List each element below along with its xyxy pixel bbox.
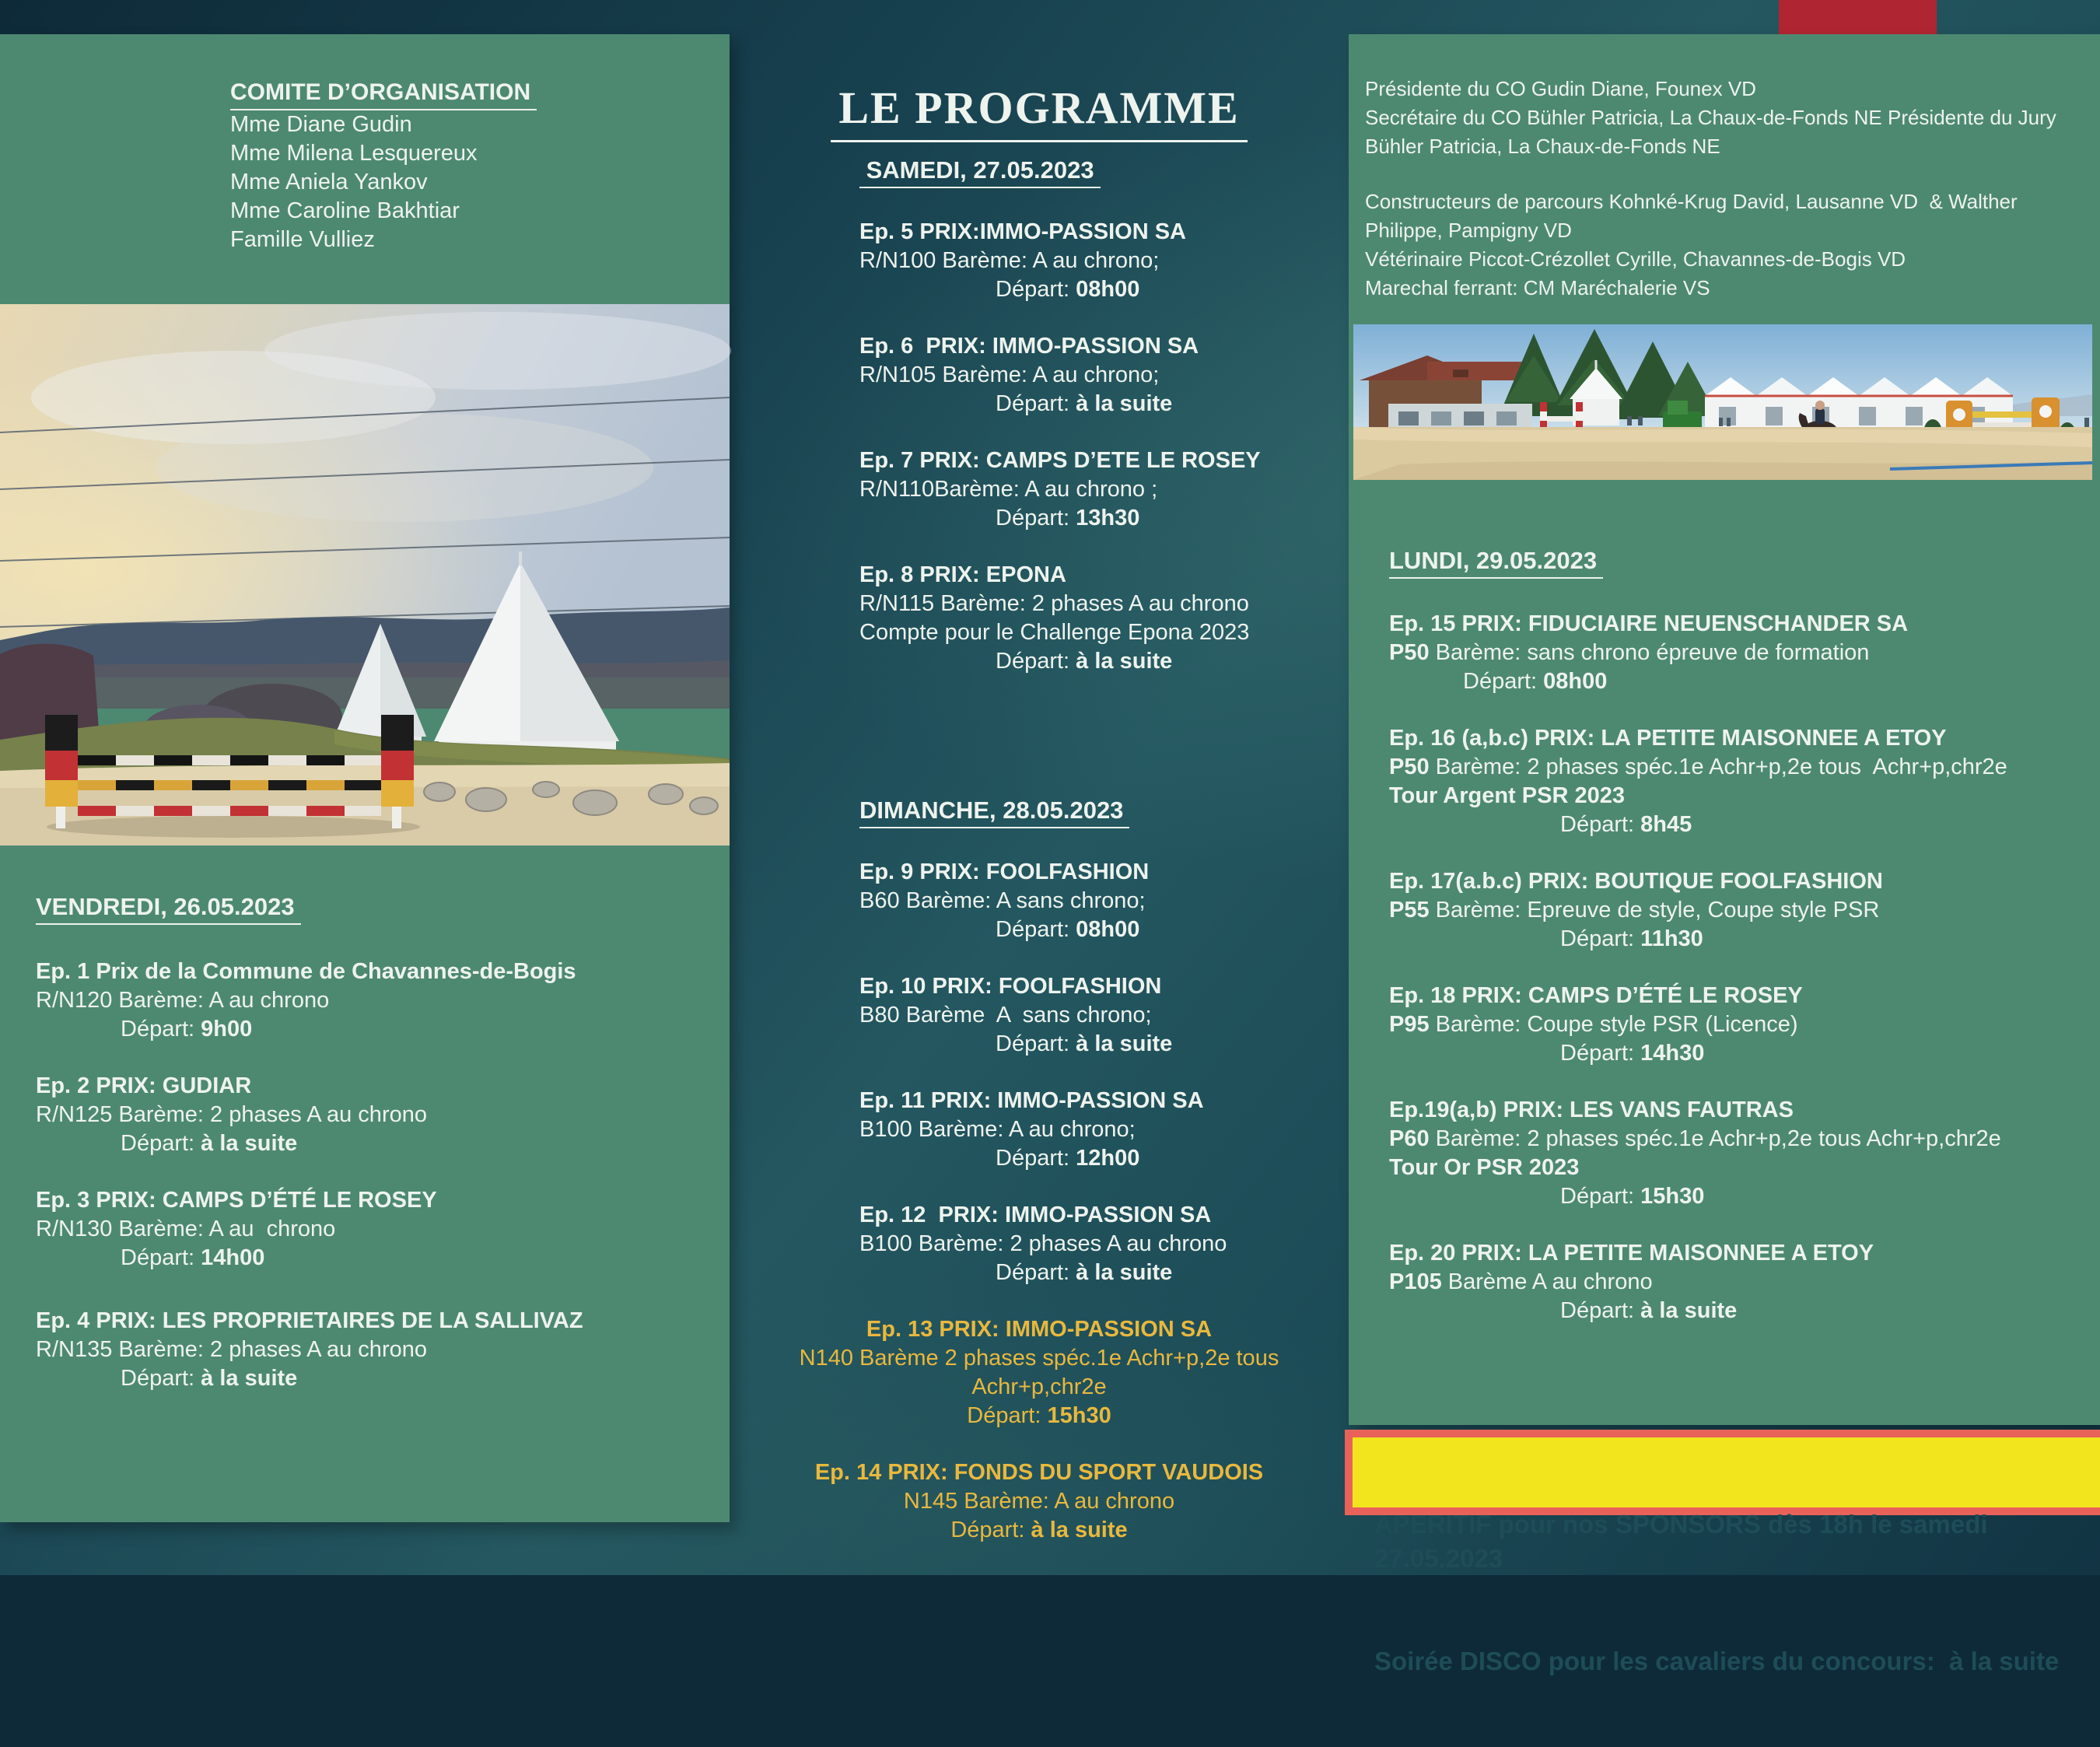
event-ep7: [859, 446, 1349, 533]
depart-value: à la suite: [1076, 391, 1173, 416]
depart-label: Départ:: [121, 1131, 201, 1156]
event-detail: B80 Barème A sans chrono;: [859, 1003, 1152, 1028]
official-line: Bühler Patricia, La Chaux-de-Fonds NE: [1365, 135, 1720, 158]
event-title: Ep. 6 PRIX: IMMO-PASSION SA: [859, 334, 1199, 359]
event-detail: P95 Barème: Coupe style PSR (Licence): [1389, 1012, 1798, 1037]
depart-value: 14h30: [1640, 1041, 1705, 1066]
event-ep20: [1389, 1239, 2089, 1325]
depart-label: Départ:: [996, 391, 1076, 416]
event-depart: [1560, 1039, 2089, 1068]
program-column: [730, 0, 1349, 1575]
top-red-accent-bar: [1779, 0, 1937, 35]
event-title: Ep. 7 PRIX: CAMPS D’ETE LE ROSEY: [859, 448, 1261, 473]
event-ep15: [1389, 610, 2089, 696]
event-depart: [730, 1516, 1349, 1545]
event-ep3: [36, 1186, 705, 1273]
event-detail: R/N100 Barème: A au chrono;: [859, 248, 1160, 273]
event-detail: R/N105 Barème: A au chrono;: [859, 362, 1160, 387]
friday-section: [36, 892, 705, 1421]
depart-label: Départ:: [996, 506, 1076, 530]
event-ep10: [859, 972, 1349, 1059]
event-title: Ep. 17(a.b.c) PRIX: BOUTIQUE FOOLFASHION: [1389, 869, 1883, 894]
category-code: P55: [1389, 898, 1430, 923]
event-title: Ep. 13 PRIX: IMMO-PASSION SA: [866, 1317, 1213, 1342]
event-depart: [1560, 925, 2089, 954]
venue-photo-tents-sunset: [0, 304, 730, 845]
event-ep12: [859, 1201, 1349, 1287]
event-note: Compte pour le Challenge Epona 2023: [859, 620, 1250, 645]
left-panel: [0, 34, 730, 1522]
depart-value: 11h30: [1640, 926, 1703, 951]
event-depart: [121, 1129, 705, 1158]
depart-value: 12h00: [1076, 1146, 1140, 1171]
category-code: P105: [1389, 1269, 1442, 1294]
event-ep19: [1389, 1096, 2089, 1211]
depart-label: Départ:: [996, 277, 1076, 302]
depart-value: 08h00: [1076, 277, 1140, 302]
event-title: Ep. 18 PRIX: CAMPS D’ÉTÉ LE ROSEY: [1389, 983, 1803, 1008]
category-code: P95: [1389, 1012, 1430, 1037]
depart-value: 08h00: [1543, 669, 1608, 694]
event-ep6: [859, 332, 1349, 418]
depart-label: Départ:: [1560, 1298, 1641, 1323]
depart-label: Départ:: [1463, 669, 1544, 694]
event-depart: [121, 1015, 705, 1044]
category-code: P50: [1389, 754, 1430, 779]
depart-value: à la suite: [201, 1366, 298, 1391]
official-line: Présidente du CO Gudin Diane, Founex VD: [1365, 77, 1756, 100]
depart-label: Départ:: [996, 1031, 1076, 1056]
event-depart: [121, 1364, 705, 1393]
event-title: Ep. 10 PRIX: FOOLFASHION: [859, 974, 1162, 999]
event-title: Ep. 5 PRIX:IMMO-PASSION SA: [859, 219, 1187, 244]
category-code: P50: [1389, 640, 1430, 665]
event-title: Ep. 4 PRIX: LES PROPRIETAIRES DE LA SALLIVAZ: [36, 1308, 583, 1333]
event-ep16: [1389, 724, 2089, 839]
friday-heading: VENDREDI, 26.05.2023: [36, 892, 301, 925]
event-title: Ep. 11 PRIX: IMMO-PASSION SA: [859, 1088, 1204, 1113]
event-detail: N145 Barème: A au chrono: [903, 1489, 1175, 1514]
monday-section: [1389, 546, 2089, 1353]
event-title: Ep. 12 PRIX: IMMO-PASSION SA: [859, 1203, 1212, 1227]
event-depart: [996, 504, 1349, 533]
event-detail: B60 Barème: A sans chrono;: [859, 888, 1146, 913]
depart-value: à la suite: [201, 1131, 298, 1156]
event-detail: R/N130 Barème: A au chrono: [36, 1217, 336, 1241]
category-code: P60: [1389, 1126, 1430, 1151]
event-tour-label: Tour Argent PSR 2023: [1389, 783, 1625, 808]
depart-label: Départ:: [967, 1403, 1048, 1428]
event-title: Ep. 9 PRIX: FOOLFASHION: [859, 859, 1150, 884]
depart-label: Départ:: [1560, 812, 1641, 837]
official-line: Secrétaire du CO Bühler Patricia, La Chaux-de-Fonds NE Présidente du Jury: [1365, 106, 2056, 129]
event-depart: [1560, 1297, 2089, 1325]
committee-section: [230, 78, 537, 254]
monday-heading: LUNDI, 29.05.2023: [1389, 546, 1603, 579]
depart-label: Départ:: [121, 1366, 201, 1391]
event-detail: N140 Barème 2 phases spéc.1e Achr+p,2e tous: [799, 1346, 1279, 1371]
event-tour-label: Tour Or PSR 2023: [1389, 1155, 1580, 1180]
event-detail: P55 Barème: Epreuve de style, Coupe style PSR: [1389, 898, 1880, 923]
event-detail: P50 Barème: 2 phases spéc.1e Achr+p,2e tous Achr+p,chr2e: [1389, 754, 2007, 779]
event-depart: [121, 1244, 705, 1273]
page-title: LE PROGRAMME: [730, 82, 1349, 142]
event-depart: [996, 1144, 1349, 1173]
depart-label: Départ:: [996, 1146, 1076, 1171]
event-depart: [1560, 1182, 2089, 1211]
depart-label: Départ:: [950, 1518, 1031, 1542]
depart-value: à la suite: [1031, 1518, 1128, 1542]
depart-label: Départ:: [1560, 1184, 1641, 1209]
event-ep11: [859, 1087, 1349, 1173]
right-panel: [1349, 34, 2100, 1425]
depart-value: à la suite: [1640, 1298, 1738, 1323]
depart-label: Départ:: [121, 1017, 201, 1042]
event-note: Achr+p,chr2e: [971, 1374, 1107, 1399]
event-detail: P50 Barème: sans chrono épreuve de formation: [1389, 640, 1870, 665]
depart-value: 8h45: [1640, 812, 1692, 837]
event-title: Ep.19(a,b) PRIX: LES VANS FAUTRAS: [1389, 1098, 1794, 1122]
event-detail: R/N125 Barème: 2 phases A au chrono: [36, 1102, 427, 1127]
event-title: Ep. 8 PRIX: EPONA: [859, 562, 1066, 587]
event-detail: R/N135 Barème: 2 phases A au chrono: [36, 1337, 427, 1362]
event-ep5: [859, 218, 1349, 304]
event-ep13-highlighted: [730, 1315, 1349, 1430]
event-detail: R/N120 Barème: A au chrono: [36, 988, 330, 1013]
event-depart: [996, 1259, 1349, 1287]
depart-value: 14h00: [201, 1245, 265, 1270]
event-depart: [996, 916, 1349, 944]
event-depart: [1560, 810, 2089, 839]
sunday-heading: DIMANCHE, 28.05.2023: [859, 796, 1129, 828]
depart-value: 13h30: [1076, 506, 1140, 530]
depart-label: Départ:: [1560, 1041, 1641, 1066]
event-depart: [996, 1030, 1349, 1059]
depart-label: Départ:: [1560, 926, 1641, 951]
notice-line-disco: Soirée DISCO pour les cavaliers du concours: à la suite: [1374, 1647, 2060, 1675]
venue-photo-showground: [1353, 324, 2092, 480]
event-title: Ep. 15 PRIX: FIDUCIAIRE NEUENSCHANDER SA: [1389, 611, 1909, 636]
depart-value: 15h30: [1047, 1403, 1111, 1428]
event-ep4: [36, 1307, 705, 1393]
depart-label: Départ:: [996, 917, 1076, 942]
depart-value: à la suite: [1076, 1260, 1173, 1285]
official-line: Marechal ferrant: CM Maréchalerie VS: [1365, 276, 1710, 299]
event-depart: [1463, 667, 2089, 696]
committee-member: Mme Caroline Bakhtiar: [230, 198, 460, 223]
event-title: Ep. 1 Prix de la Commune de Chavannes-de-Bogis: [36, 959, 576, 984]
event-detail: B100 Barème: 2 phases A au chrono: [859, 1231, 1227, 1256]
event-detail: R/N115 Barème: 2 phases A au chrono: [859, 591, 1249, 616]
event-detail: B100 Barème: A au chrono;: [859, 1117, 1136, 1142]
notice-line-aperitif: APERITIF pour nos SPONSORS dès 18h le samedi 27.05.2023: [1374, 1510, 1995, 1573]
event-depart: [996, 390, 1349, 418]
event-detail: P105 Barème A au chrono: [1389, 1269, 1653, 1294]
event-title: Ep. 14 PRIX: FONDS DU SPORT VAUDOIS: [814, 1460, 1264, 1485]
event-title: Ep. 16 (a,b.c) PRIX: LA PETITE MAISONNEE A ETOY: [1389, 726, 1947, 751]
committee-title: COMITE D’ORGANISATION: [230, 78, 537, 110]
committee-member: Mme Diane Gudin: [230, 112, 412, 137]
depart-value: 15h30: [1640, 1184, 1705, 1209]
event-depart: [730, 1402, 1349, 1430]
committee-member: Mme Milena Lesquereux: [230, 141, 478, 166]
event-detail: R/N110Barème: A au chrono ;: [859, 477, 1158, 502]
event-ep1: [36, 958, 705, 1044]
depart-label: Départ:: [996, 1260, 1076, 1285]
event-title: Ep. 3 PRIX: CAMPS D’ÉTÉ LE ROSEY: [36, 1188, 437, 1213]
event-ep17: [1389, 867, 2089, 954]
program-content: [799, 156, 1349, 1573]
depart-value: à la suite: [1076, 649, 1173, 674]
saturday-heading: SAMEDI, 27.05.2023: [859, 156, 1101, 188]
event-ep14-highlighted: [730, 1458, 1349, 1545]
depart-value: à la suite: [1076, 1031, 1173, 1056]
sponsor-notice: [1345, 1430, 2100, 1675]
event-title: Ep. 20 PRIX: LA PETITE MAISONNEE A ETOY: [1389, 1241, 1874, 1266]
depart-label: Départ:: [996, 649, 1076, 674]
event-ep9: [859, 858, 1349, 944]
official-line: Vétérinaire Piccot-Crézollet Cyrille, Chavannes-de-Bogis VD: [1365, 247, 1906, 271]
depart-label: Départ:: [121, 1245, 201, 1270]
event-depart: [996, 647, 1349, 676]
depart-value: 9h00: [201, 1017, 253, 1042]
committee-member: Famille Vulliez: [230, 227, 375, 252]
event-ep18: [1389, 982, 2089, 1068]
event-ep2: [36, 1072, 705, 1158]
event-depart: [996, 275, 1349, 304]
committee-member: Mme Aniela Yankov: [230, 170, 428, 194]
official-line: Constructeurs de parcours Kohnké-Krug David, Lausanne VD & Walther: [1365, 190, 2018, 213]
event-ep8: [859, 561, 1349, 676]
officials-section: [1365, 75, 2098, 303]
event-title: Ep. 2 PRIX: GUDIAR: [36, 1073, 252, 1098]
depart-value: 08h00: [1076, 917, 1140, 942]
event-detail: P60 Barème: 2 phases spéc.1e Achr+p,2e tous Achr+p,chr2e: [1389, 1126, 2001, 1151]
official-line: Philippe, Pampigny VD: [1365, 219, 1572, 242]
